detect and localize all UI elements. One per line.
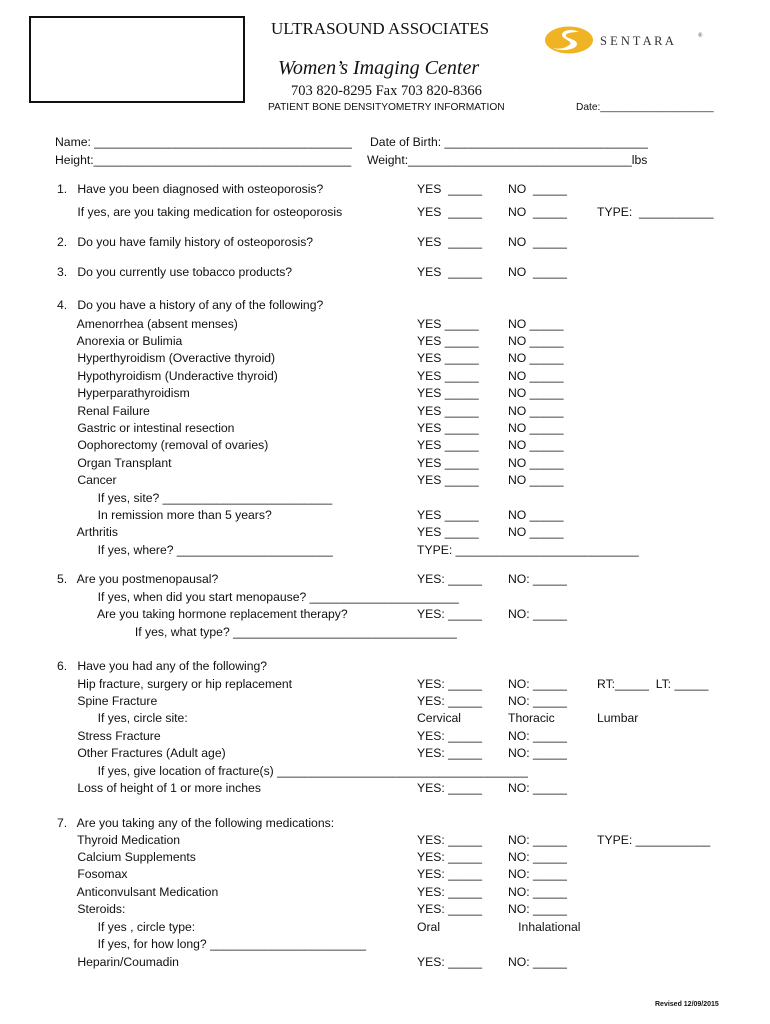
no-answer-field: NO _____: [508, 351, 564, 365]
question-text: Hip fracture, surgery or hip replacement: [57, 677, 293, 691]
yes-answer-field: YES: _____: [417, 607, 483, 621]
no-answer-field: NO _____: [508, 265, 567, 279]
question-text: Organ Transplant: [57, 456, 172, 470]
no-answer-field: Inhalational: [508, 920, 581, 934]
question-text: If yes, circle site:: [57, 711, 188, 725]
weight-field: Weight:_________________________________lbs: [367, 153, 648, 167]
yes-answer-field: YES: _____: [417, 833, 483, 847]
question-text: Gastric or intestinal resection: [57, 421, 235, 435]
question-text: Fosomax: [57, 867, 128, 881]
yes-answer-field: Oral: [417, 920, 441, 934]
question-text: Calcium Supplements: [57, 850, 196, 864]
extra-answer-field: Lumbar: [597, 711, 639, 725]
organization-name: ULTRASOUND ASSOCIATES: [271, 19, 490, 38]
question-text: Steroids:: [57, 902, 126, 916]
height-field: Height:______________________________________: [55, 153, 352, 167]
yes-answer-field: YES: _____: [417, 677, 483, 691]
no-answer-field: NO: _____: [508, 850, 567, 864]
question-text: 4. Do you have a history of any of the following?: [57, 298, 324, 312]
no-answer-field: NO _____: [508, 421, 564, 435]
logo-registered-mark: ®: [698, 33, 703, 39]
yes-answer-field: YES _____: [417, 351, 479, 365]
no-answer-field: NO: _____: [508, 607, 567, 621]
question-text: Hyperparathyroidism: [57, 386, 190, 400]
photo-box: [29, 16, 245, 103]
extra-answer-field: TYPE: ___________: [597, 205, 714, 219]
question-text: If yes , circle type:: [57, 920, 196, 934]
yes-answer-field: YES _____: [417, 235, 483, 249]
no-answer-field: NO _____: [508, 386, 564, 400]
sentara-logo-icon: [544, 25, 594, 55]
question-text: Renal Failure: [57, 404, 150, 418]
no-answer-field: NO: _____: [508, 746, 567, 760]
yes-answer-field: YES _____: [417, 508, 479, 522]
question-text: 7. Are you taking any of the following medications:: [57, 816, 335, 830]
question-text: Cancer: [57, 473, 117, 487]
question-text: Other Fractures (Adult age): [57, 746, 226, 760]
no-answer-field: NO _____: [508, 508, 564, 522]
no-answer-field: NO: _____: [508, 885, 567, 899]
question-text: Thyroid Medication: [57, 833, 181, 847]
question-text: Heparin/Coumadin: [57, 955, 179, 969]
question-text: If yes, are you taking medication for osteoporosis: [57, 205, 343, 219]
question-text: 6. Have you had any of the following?: [57, 659, 268, 673]
question-text: Oophorectomy (removal of ovaries): [57, 438, 269, 452]
yes-answer-field: YES _____: [417, 438, 479, 452]
question-text: If yes, give location of fracture(s) _____________________________________: [57, 764, 528, 778]
yes-answer-field: YES: _____: [417, 694, 483, 708]
question-text: Stress Fracture: [57, 729, 161, 743]
yes-answer-field: YES _____: [417, 317, 479, 331]
no-answer-field: NO _____: [508, 525, 564, 539]
dob-field: Date of Birth: ______________________________: [370, 135, 648, 149]
yes-answer-field: TYPE: ___________________________: [417, 543, 639, 557]
yes-answer-field: YES: _____: [417, 729, 483, 743]
no-answer-field: NO _____: [508, 404, 564, 418]
yes-answer-field: YES _____: [417, 456, 479, 470]
no-answer-field: NO: _____: [508, 729, 567, 743]
yes-answer-field: YES _____: [417, 525, 479, 539]
question-text: If yes, site? _________________________: [57, 491, 333, 505]
yes-answer-field: YES: _____: [417, 572, 483, 586]
question-text: Spine Fracture: [57, 694, 158, 708]
question-text: Hyperthyroidism (Overactive thyroid): [57, 351, 276, 365]
question-text: Anorexia or Bulimia: [57, 334, 183, 348]
question-text: If yes, what type? _________________________________: [57, 625, 457, 639]
extra-answer-field: RT:_____ LT: _____: [597, 677, 709, 691]
yes-answer-field: YES: _____: [417, 885, 483, 899]
center-name: Women’s Imaging Center: [278, 57, 480, 79]
question-text: 5. Are you postmenopausal?: [57, 572, 219, 586]
question-text: If yes, for how long? _______________________: [57, 937, 366, 951]
form-title: PATIENT BONE DENSITYOMETRY INFORMATION: [268, 102, 505, 113]
no-answer-field: NO _____: [508, 235, 567, 249]
yes-answer-field: YES _____: [417, 265, 483, 279]
no-answer-field: NO: _____: [508, 867, 567, 881]
no-answer-field: NO _____: [508, 205, 567, 219]
yes-answer-field: YES: _____: [417, 955, 483, 969]
yes-answer-field: YES: _____: [417, 781, 483, 795]
question-text: 1. Have you been diagnosed with osteoporosis?: [57, 182, 324, 196]
phone-fax: 703 820-8295 Fax 703 820-8366: [291, 83, 482, 99]
no-answer-field: NO _____: [508, 369, 564, 383]
question-text: Loss of height of 1 or more inches: [57, 781, 261, 795]
yes-answer-field: YES _____: [417, 421, 479, 435]
no-answer-field: NO: _____: [508, 677, 567, 691]
no-answer-field: NO _____: [508, 317, 564, 331]
yes-answer-field: YES _____: [417, 473, 479, 487]
question-text: Amenorrhea (absent menses): [57, 317, 238, 331]
no-answer-field: NO _____: [508, 456, 564, 470]
date-field: Date:____________________: [576, 102, 714, 113]
question-text: Are you taking hormone replacement therapy?: [57, 607, 348, 621]
yes-answer-field: YES _____: [417, 369, 479, 383]
revised-date: Revised 12/09/2015: [655, 1001, 719, 1008]
yes-answer-field: YES: _____: [417, 850, 483, 864]
no-answer-field: NO: _____: [508, 955, 567, 969]
no-answer-field: NO _____: [508, 182, 567, 196]
yes-answer-field: YES _____: [417, 334, 479, 348]
question-text: Hypothyroidism (Underactive thyroid): [57, 369, 278, 383]
no-answer-field: Thoracic: [508, 711, 555, 725]
question-text: In remission more than 5 years?: [57, 508, 272, 522]
no-answer-field: NO _____: [508, 473, 564, 487]
yes-answer-field: YES: _____: [417, 746, 483, 760]
yes-answer-field: YES _____: [417, 205, 483, 219]
no-answer-field: NO: _____: [508, 781, 567, 795]
name-field: Name: ______________________________________: [55, 135, 352, 149]
no-answer-field: NO: _____: [508, 833, 567, 847]
question-text: 3. Do you currently use tobacco products?: [57, 265, 293, 279]
yes-answer-field: YES _____: [417, 182, 483, 196]
question-text: 2. Do you have family history of osteoporosis?: [57, 235, 314, 249]
extra-answer-field: TYPE: ___________: [597, 833, 711, 847]
no-answer-field: NO: _____: [508, 694, 567, 708]
yes-answer-field: YES _____: [417, 386, 479, 400]
no-answer-field: NO: _____: [508, 902, 567, 916]
no-answer-field: NO _____: [508, 438, 564, 452]
logo-text: S E N T A R A: [600, 34, 674, 48]
question-text: If yes, when did you start menopause? ______________________: [57, 590, 459, 604]
no-answer-field: NO: _____: [508, 572, 567, 586]
yes-answer-field: YES _____: [417, 404, 479, 418]
yes-answer-field: Cervical: [417, 711, 462, 725]
question-text: If yes, where? _______________________: [57, 543, 333, 557]
question-text: Arthritis: [57, 525, 118, 539]
yes-answer-field: YES: _____: [417, 867, 483, 881]
question-text: Anticonvulsant Medication: [57, 885, 219, 899]
yes-answer-field: YES: _____: [417, 902, 483, 916]
no-answer-field: NO _____: [508, 334, 564, 348]
